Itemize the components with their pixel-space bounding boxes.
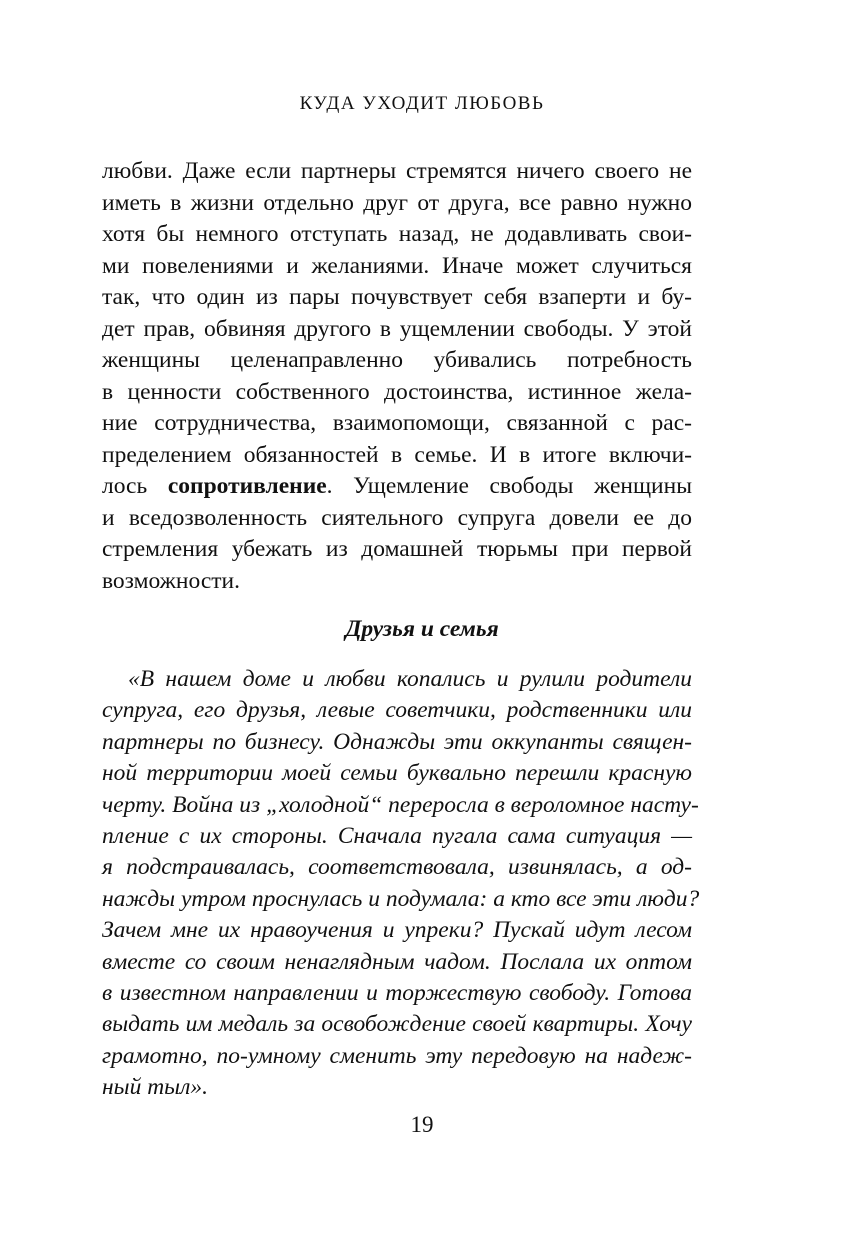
- quote-line: ной территории моей семьи буквально перешли красную: [102, 760, 692, 787]
- quote-line: вместе со своим ненаглядным чадом. Послала их оптом: [102, 948, 692, 975]
- body-line: хотя бы немного отступать назад, не додавливать свои-: [102, 221, 692, 247]
- body-line-before: лось: [102, 473, 168, 499]
- body-paragraph: [102, 156, 692, 597]
- body-line-after: . Ущемление свободы женщины: [326, 473, 692, 499]
- emphasis-term: сопротивление: [167, 473, 327, 499]
- quote-line: я подстраивалась, соответствовала, извинялась, а од-: [102, 854, 692, 881]
- body-line: ние сотрудничества, взаимопомощи, связанной с рас-: [102, 410, 692, 436]
- quote-line: пление с их стороны. Сначала пугала сама ситуация —: [102, 823, 692, 850]
- quote-paragraph: [102, 664, 700, 1104]
- quote-line: в известном направлении и торжествую свободу. Готова: [102, 980, 692, 1007]
- quote-line: супруга, его друзья, левые советчики, родственники или: [102, 697, 692, 724]
- body-line: ми повелениями и желаниями. Иначе может случиться: [102, 252, 692, 279]
- body-line: пределением обязанностей в семье. И в итоге включи-: [102, 441, 692, 468]
- body-line: дет прав, обвиняя другого в ущемлении свободы. У этой: [102, 315, 692, 342]
- section-title: Друзья и семья: [345, 616, 499, 642]
- body-line: иметь в жизни отдельно друг от друга, все равно нужно: [102, 189, 692, 216]
- body-line: в ценности собственного достоинства, истинное жела-: [102, 378, 692, 405]
- quote-line: «В нашем доме и любви копались и рулили родители: [128, 666, 692, 692]
- body-line-with-emphasis: [102, 471, 692, 503]
- body-line: любви. Даже если партнеры стремятся ничего своего не: [102, 158, 692, 184]
- running-head: КУДА УХОДИТ ЛЮБОВЬ: [299, 93, 545, 114]
- body-line: и вседозволенность сиятельного супруга довели ее до: [102, 504, 692, 531]
- quote-line: черту. Война из „холодной“ переросла в вероломное насту-: [102, 791, 699, 818]
- quote-line: Зачем мне их нравоучения и упреки? Пускай идут лесом: [102, 917, 692, 944]
- quote-line: партнеры по бизнесу. Однажды эти оккупанты священ-: [102, 728, 692, 755]
- quote-line: нажды утром проснулась и подумала: а кто все эти люди?: [102, 885, 700, 912]
- body-line: женщины целенаправленно убивались потребность: [102, 347, 692, 373]
- quote-line: выдать им медаль за освобождение своей квартиры. Хочу: [102, 1011, 692, 1038]
- body-line: возможности.: [102, 567, 240, 594]
- body-line: стремления убежать из домашней тюрьмы при первой: [102, 536, 692, 562]
- body-line: так, что один из пары почувствует себя взаперти и бу-: [102, 284, 692, 310]
- page-number: 19: [410, 1112, 434, 1137]
- quote-line: ный тыл».: [102, 1074, 208, 1101]
- quote-line: грамотно, по-умному сменить эту передовую на надеж-: [102, 1042, 692, 1069]
